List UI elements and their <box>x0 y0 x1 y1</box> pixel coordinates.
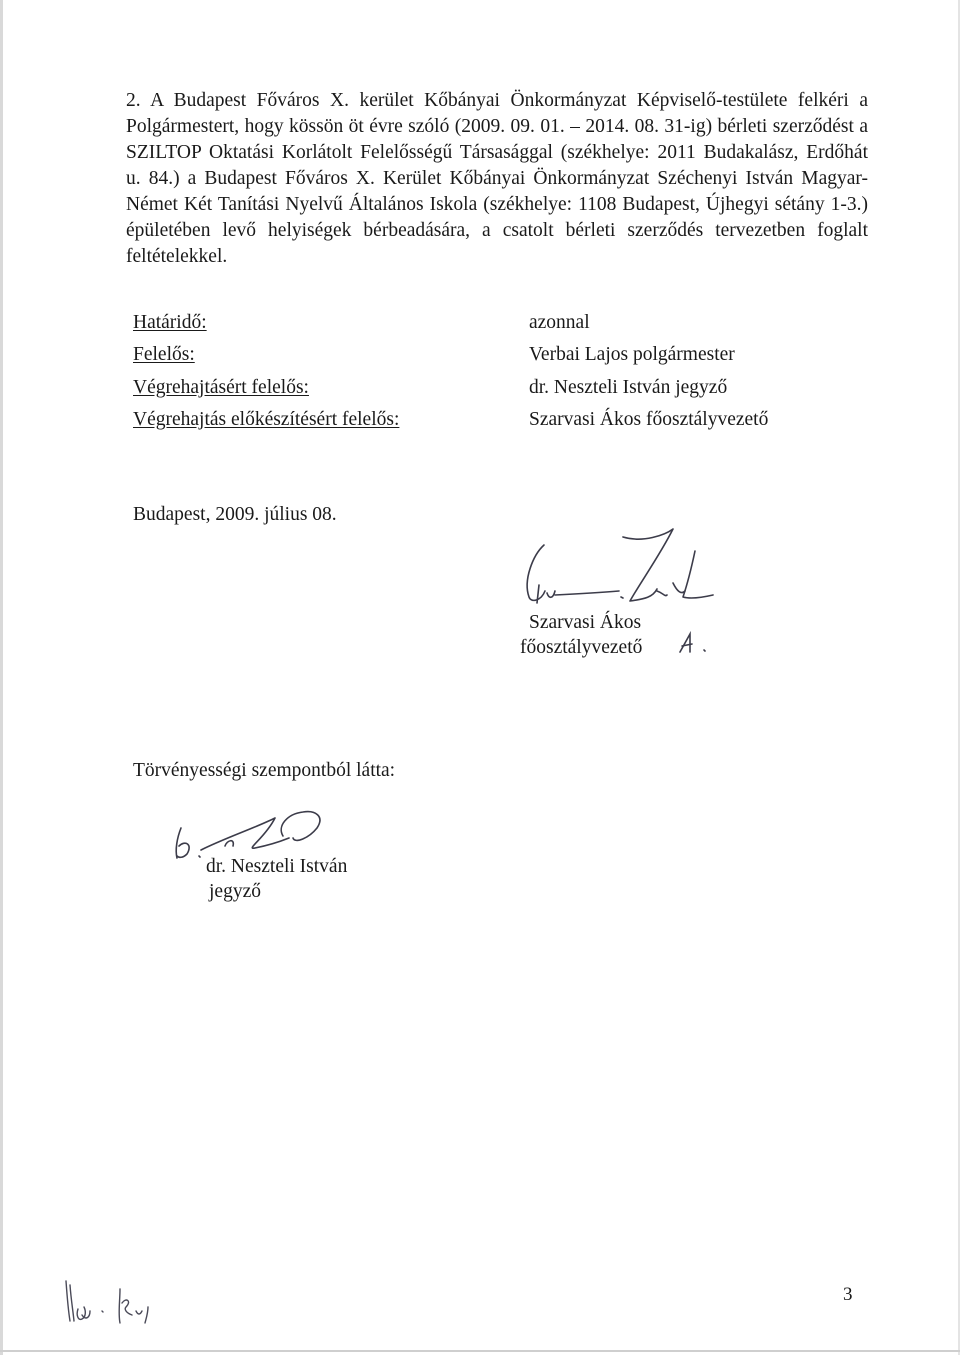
responsible-value: Verbai Lajos polgármester <box>529 344 735 365</box>
paragraph-line: Német Két Tanítási Nyelvű Általános Iskola (székhelye: 1108 Budapest, Újhegyi sétány 1-3.) <box>126 194 868 215</box>
paragraph-line: SZILTOP Oktatási Korlátolt Felelősségű Társasággal (székhelye: 2011 Budakalász, Erdőhát <box>126 142 868 163</box>
place-date: Budapest, 2009. július 08. <box>133 504 337 525</box>
deadline-label: Határidő: <box>133 312 207 333</box>
signature-1-name: Szarvasi Ákos <box>529 612 642 633</box>
paragraph-line: épületében levő helyiségek bérbeadására, a csatolt bérleti szerződés tervezetben foglalt <box>126 220 868 241</box>
paragraph-line: 2. A Budapest Főváros X. kerület Kőbányai Önkormányzat Képviselő-testülete felkéri a <box>126 90 868 111</box>
signature-1-title: főosztályvezető <box>520 637 643 658</box>
responsible-label: Felelős: <box>133 344 195 365</box>
resolution-paragraph <box>126 88 868 270</box>
page-left-edge <box>0 0 3 1355</box>
paragraph-line: feltételekkel. <box>126 246 228 267</box>
paragraph-line: u. 84.) a Budapest Főváros X. Kerület Kőbányai Önkormányzat Széchenyi István Magyar- <box>126 168 868 189</box>
page-number: 3 <box>843 1284 853 1305</box>
preparation-responsible-value: Szarvasi Ákos főosztályvezető <box>529 409 769 430</box>
preparation-responsible-label: Végrehajtás előkészítésért felelős: <box>133 409 400 430</box>
legality-heading: Törvényességi szempontból látta: <box>133 760 396 781</box>
initial-mark-image <box>676 630 710 658</box>
paragraph-line: Polgármestert, hogy kössön öt évre szóló (2009. 09. 01. – 2014. 08. 31-ig) bérleti szerződést a <box>126 116 868 137</box>
deadline-value: azonnal <box>529 312 590 333</box>
page-bottom-edge <box>0 1350 960 1352</box>
legality-name: dr. Neszteli István <box>206 856 348 877</box>
margin-initials-image <box>60 1275 155 1330</box>
execution-responsible-value: dr. Neszteli István jegyző <box>529 377 728 398</box>
legality-title: jegyző <box>209 881 261 902</box>
execution-responsible-label: Végrehajtásért felelős: <box>133 377 309 398</box>
